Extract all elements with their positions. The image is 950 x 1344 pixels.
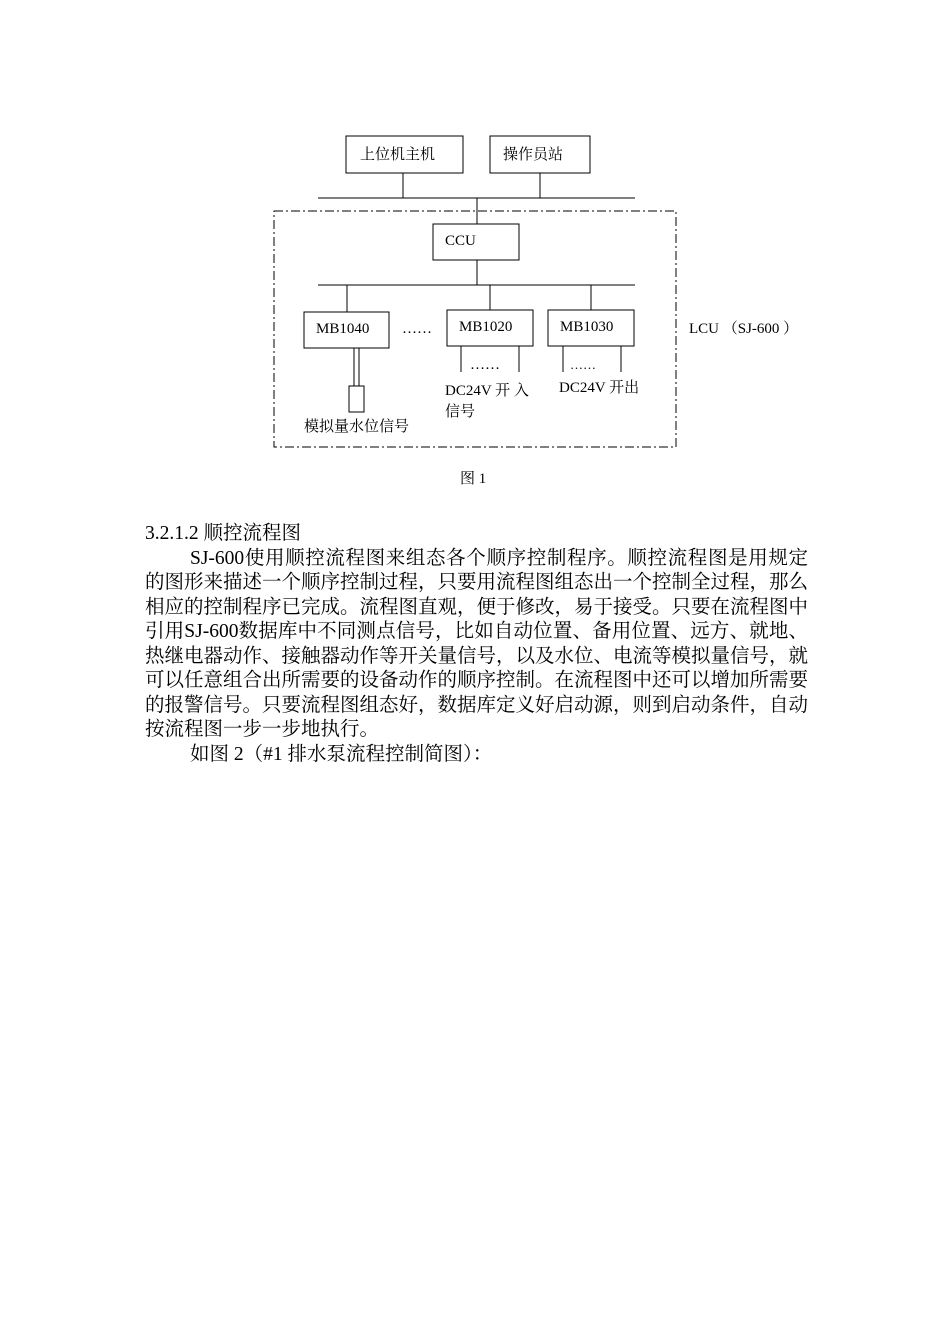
di-label-line2: 信号: [445, 404, 476, 420]
module-ellipsis: ……: [402, 321, 432, 337]
do-ellipsis: ……: [570, 357, 596, 372]
mb1020-label: MB1020: [459, 319, 513, 335]
system-architecture-diagram: [0, 0, 950, 500]
paragraph-figure-reference: 如图 2（#1 排水泵流程控制简图）：: [190, 743, 493, 765]
analog-water-level-label: 模拟量水位信号: [304, 419, 410, 435]
mb1040-label: MB1040: [316, 321, 370, 337]
di-ellipsis: ……: [470, 357, 500, 373]
ccu-label: CCU: [445, 233, 476, 249]
mb1030-label: MB1030: [560, 319, 614, 335]
do-label: DC24V 开出: [559, 380, 640, 396]
figure-caption: 图 1: [460, 471, 487, 487]
section-heading: 3.2.1.2 顺控流程图: [145, 523, 302, 544]
section-body: [145, 522, 808, 767]
di-label-line1: DC24V 开 入: [445, 383, 529, 399]
host-label: 上位机主机: [360, 147, 436, 163]
level-sensor-icon: [349, 386, 364, 412]
paragraph-main: SJ-600使用顺控流程图来组态各个顺序控制程序。顺控流程图是用规定的图形来描述一个顺序控制过程，只要用流程图组态出一个控制全过程，那么相应的控制程序已完成。流程图直观，便于修改，易于接受。只要在流程图中引用SJ-600数据库中不同测点信号，比如自动位置、备用位置、远方、就地、热继电器动作、接触器动作等开关量信号，以及水位、电流等模拟量信号，就可以任意组合出所需要的设备动作的顺序控制。在流程图中还可以增加所需要的报警信号。只要流程图组态好，数据库定义好启动源，则到启动条件，自动按流程图一步一步地执行。: [145, 547, 809, 740]
lcu-label: LCU （SJ-600 ）: [689, 321, 799, 337]
operator-station-label: 操作员站: [503, 147, 564, 163]
